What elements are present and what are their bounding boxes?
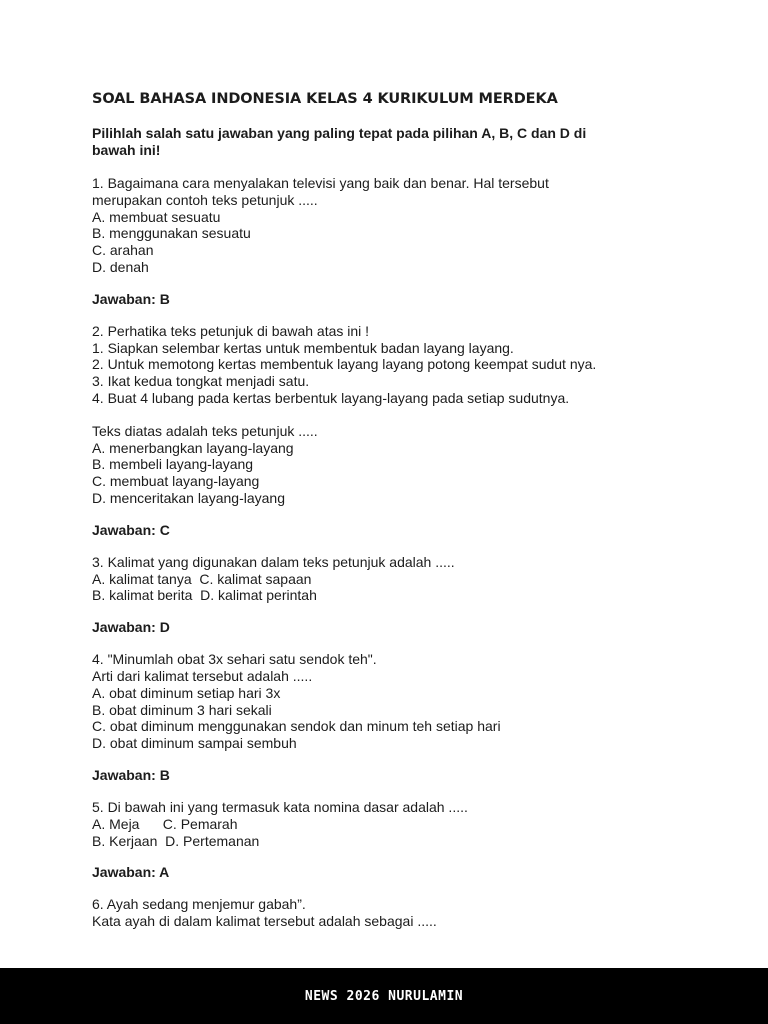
question-line: Arti dari kalimat tersebut adalah ..... xyxy=(92,667,313,684)
spacer xyxy=(92,407,712,423)
document-title: SOAL BAHASA INDONESIA KELAS 4 KURIKULUM MERDEKA xyxy=(92,91,558,107)
option-line: D. denah xyxy=(92,258,149,275)
question-3 xyxy=(92,554,712,636)
answer-key: Jawaban: C xyxy=(92,521,170,538)
question-line: 2. Perhatika teks petunjuk di bawah atas ini ! xyxy=(92,322,370,339)
option-line: A. Meja C. Pemarah xyxy=(92,815,238,832)
question-line: 3. Kalimat yang digunakan dalam teks petunjuk adalah ..... xyxy=(92,553,455,570)
instruction xyxy=(92,125,712,159)
instruction-step: 2. Untuk memotong kertas membentuk layang layang potong keempat sudut nya. xyxy=(92,356,597,373)
option-line: A. obat diminum setiap hari 3x xyxy=(92,684,281,701)
question-line: Kata ayah di dalam kalimat tersebut adalah sebagai ..... xyxy=(92,913,437,930)
question-6 xyxy=(92,896,712,930)
option-line: D. obat diminum sampai sembuh xyxy=(92,735,297,752)
question-2 xyxy=(92,323,712,539)
question-line: merupakan contoh teks petunjuk ..... xyxy=(92,191,318,208)
question-1 xyxy=(92,175,712,308)
document-body xyxy=(92,88,712,930)
question-line: 4. "Minumlah obat 3x sehari satu sendok teh". xyxy=(92,651,377,668)
question-4 xyxy=(92,651,712,784)
instruction-line: bawah ini! xyxy=(92,142,161,158)
answer-key: Jawaban: B xyxy=(92,766,170,783)
question-5 xyxy=(92,799,712,881)
instruction-line: Pilihlah salah satu jawaban yang paling tepat pada pilihan A, B, C dan D di xyxy=(92,125,587,141)
option-line: B. kalimat berita D. kalimat perintah xyxy=(92,587,317,604)
option-line: A. menerbangkan layang-layang xyxy=(92,439,294,456)
instruction-step: 4. Buat 4 lubang pada kertas berbentuk layang-layang pada setiap sudutnya. xyxy=(92,389,570,406)
option-line: C. membuat layang-layang xyxy=(92,473,260,490)
option-line: B. membeli layang-layang xyxy=(92,456,254,473)
option-line: C. obat diminum menggunakan sendok dan minum teh setiap hari xyxy=(92,718,501,735)
question-line: Teks diatas adalah teks petunjuk ..... xyxy=(92,422,318,439)
answer-key: Jawaban: D xyxy=(92,619,170,636)
option-line: A. kalimat tanya C. kalimat sapaan xyxy=(92,570,312,587)
question-line: 6. Ayah sedang menjemur gabah”. xyxy=(92,896,306,913)
question-line: 5. Di bawah ini yang termasuk kata nomina dasar adalah ..... xyxy=(92,798,468,815)
option-line: C. arahan xyxy=(92,242,154,259)
answer-key: Jawaban: B xyxy=(92,290,170,307)
option-line: A. membuat sesuatu xyxy=(92,208,221,225)
option-line: B. Kerjaan D. Pertemanan xyxy=(92,832,260,849)
footer-text: NEWS 2026 NURULAMIN xyxy=(304,988,464,1004)
option-line: B. menggunakan sesuatu xyxy=(92,225,251,242)
instruction-step: 3. Ikat kedua tongkat menjadi satu. xyxy=(92,373,310,390)
option-line: D. menceritakan layang-layang xyxy=(92,489,285,506)
option-line: B. obat diminum 3 hari sekali xyxy=(92,701,272,718)
answer-key: Jawaban: A xyxy=(92,864,170,881)
footer-banner xyxy=(0,968,768,1024)
instruction-step: 1. Siapkan selembar kertas untuk membentuk badan layang layang. xyxy=(92,339,514,356)
question-line: 1. Bagaimana cara menyalakan televisi yang baik dan benar. Hal tersebut xyxy=(92,175,549,191)
